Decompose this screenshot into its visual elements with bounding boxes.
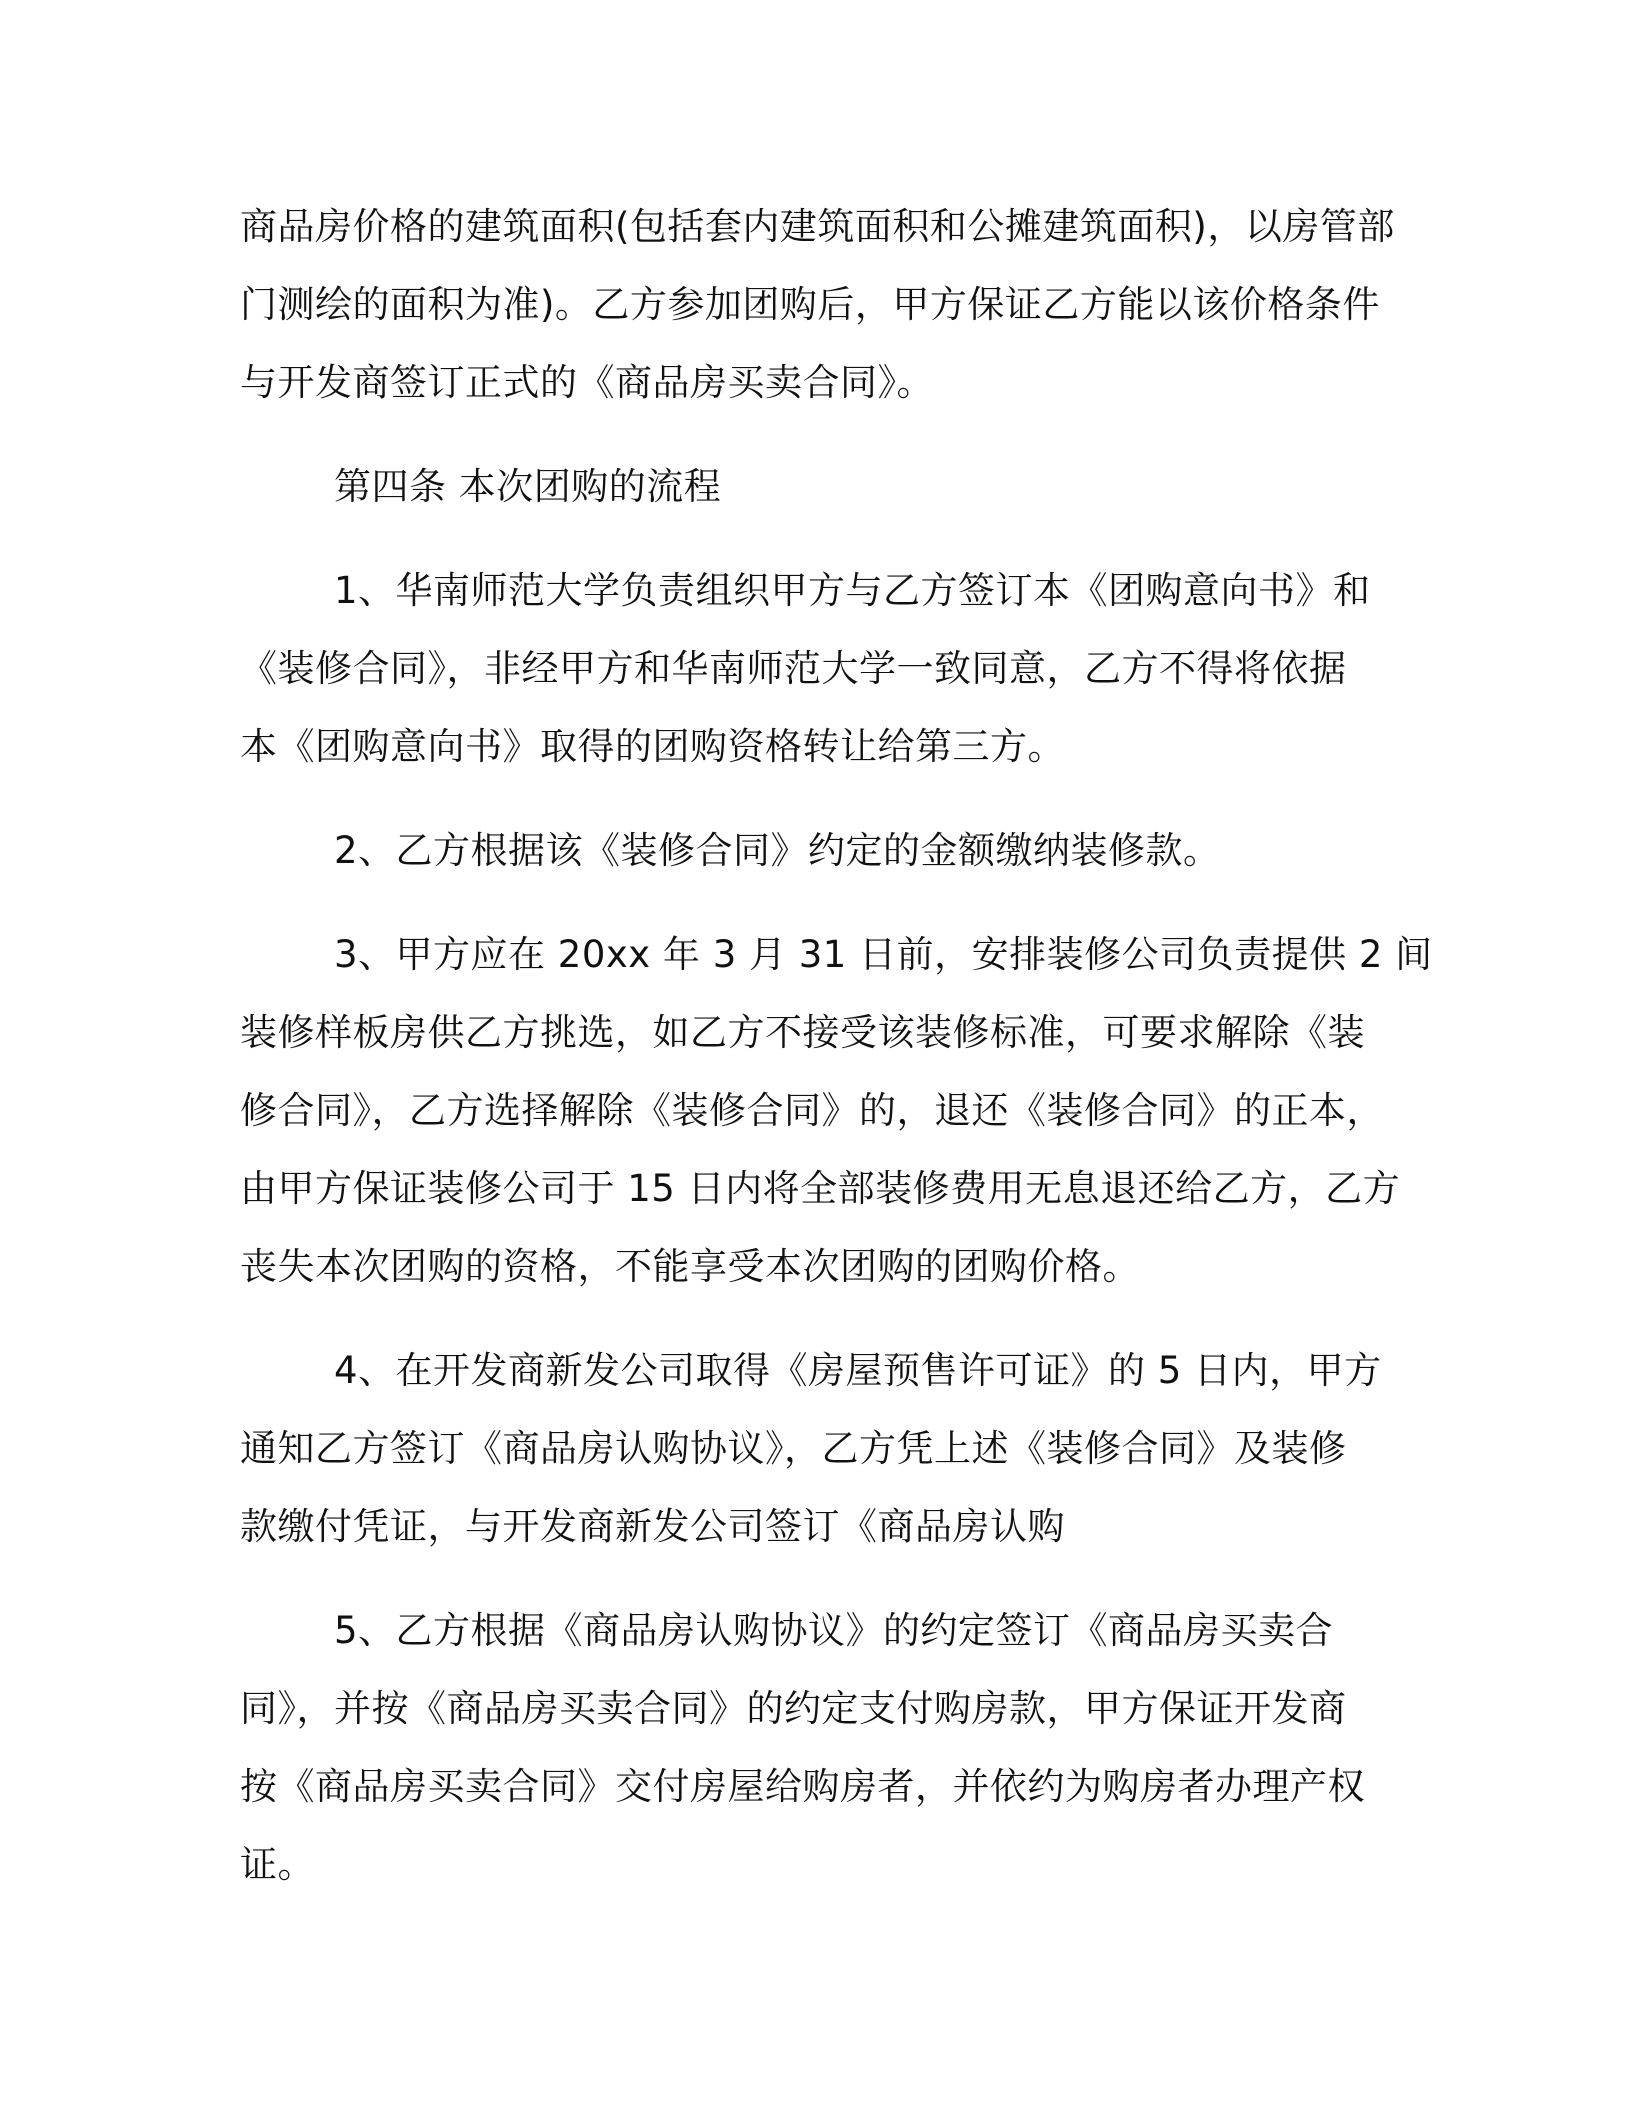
text-line: 商品房价格的建筑面积(包括套内建筑面积和公摊建筑面积)，以房管部 xyxy=(240,205,1395,248)
text-line: 款缴付凭证，与开发商新发公司签订《商品房认购 xyxy=(240,1505,1065,1548)
text-line: 2、乙方根据该《装修合同》约定的金额缴纳装修款。 xyxy=(334,829,1221,872)
paragraph xyxy=(240,448,1400,526)
paragraph xyxy=(240,188,1400,422)
paragraph-gap xyxy=(240,786,1400,812)
paragraph xyxy=(240,552,1400,786)
text-line: 通知乙方签订《商品房认购协议》，乙方凭上述《装修合同》及装修 xyxy=(240,1427,1347,1470)
text-line: 1、华南师范大学负责组织甲方与乙方签订本《团购意向书》和 xyxy=(334,569,1371,612)
text-line: 由甲方保证装修公司于 15 日内将全部装修费用无息退还给乙方，乙方 xyxy=(240,1167,1401,1210)
text-line: 本《团购意向书》取得的团购资格转让给第三方。 xyxy=(240,725,1065,768)
text-line: 丧失本次团购的资格，不能享受本次团购的团购价格。 xyxy=(240,1245,1140,1288)
paragraph-gap xyxy=(240,526,1400,552)
paragraph xyxy=(240,1592,1400,1904)
paragraph-gap xyxy=(240,422,1400,448)
text-line: 3、甲方应在 20xx 年 3 月 31 日前，安排装修公司负责提供 2 间 xyxy=(334,933,1433,976)
paragraph-gap xyxy=(240,1306,1400,1332)
text-line: 证。 xyxy=(240,1843,315,1886)
paragraph xyxy=(240,916,1433,1306)
text-line: 《装修合同》，非经甲方和华南师范大学一致同意，乙方不得将依据 xyxy=(240,647,1347,690)
text-line: 同》，并按《商品房买卖合同》的约定支付购房款，甲方保证开发商 xyxy=(240,1687,1347,1730)
paragraph xyxy=(240,812,1400,890)
text-line: 按《商品房买卖合同》交付房屋给购房者，并依约为购房者办理产权 xyxy=(240,1765,1365,1808)
document-body xyxy=(240,188,1433,1904)
text-line: 装修样板房供乙方挑选，如乙方不接受该装修标准，可要求解除《装 xyxy=(240,1011,1365,1054)
text-line: 修合同》，乙方选择解除《装修合同》的，退还《装修合同》的正本， xyxy=(240,1089,1384,1132)
text-line: 5、乙方根据《商品房认购协议》的约定签订《商品房买卖合 xyxy=(334,1609,1334,1652)
paragraph xyxy=(240,1332,1400,1566)
text-line: 门测绘的面积为准)。乙方参加团购后，甲方保证乙方能以该价格条件 xyxy=(240,283,1380,326)
text-line: 第四条 本次团购的流程 xyxy=(334,465,722,508)
paragraph-gap xyxy=(240,890,1400,916)
paragraph-gap xyxy=(240,1566,1400,1592)
text-line: 与开发商签订正式的《商品房买卖合同》。 xyxy=(240,361,934,404)
text-line: 4、在开发商新发公司取得《房屋预售许可证》的 5 日内，甲方 xyxy=(334,1349,1382,1392)
